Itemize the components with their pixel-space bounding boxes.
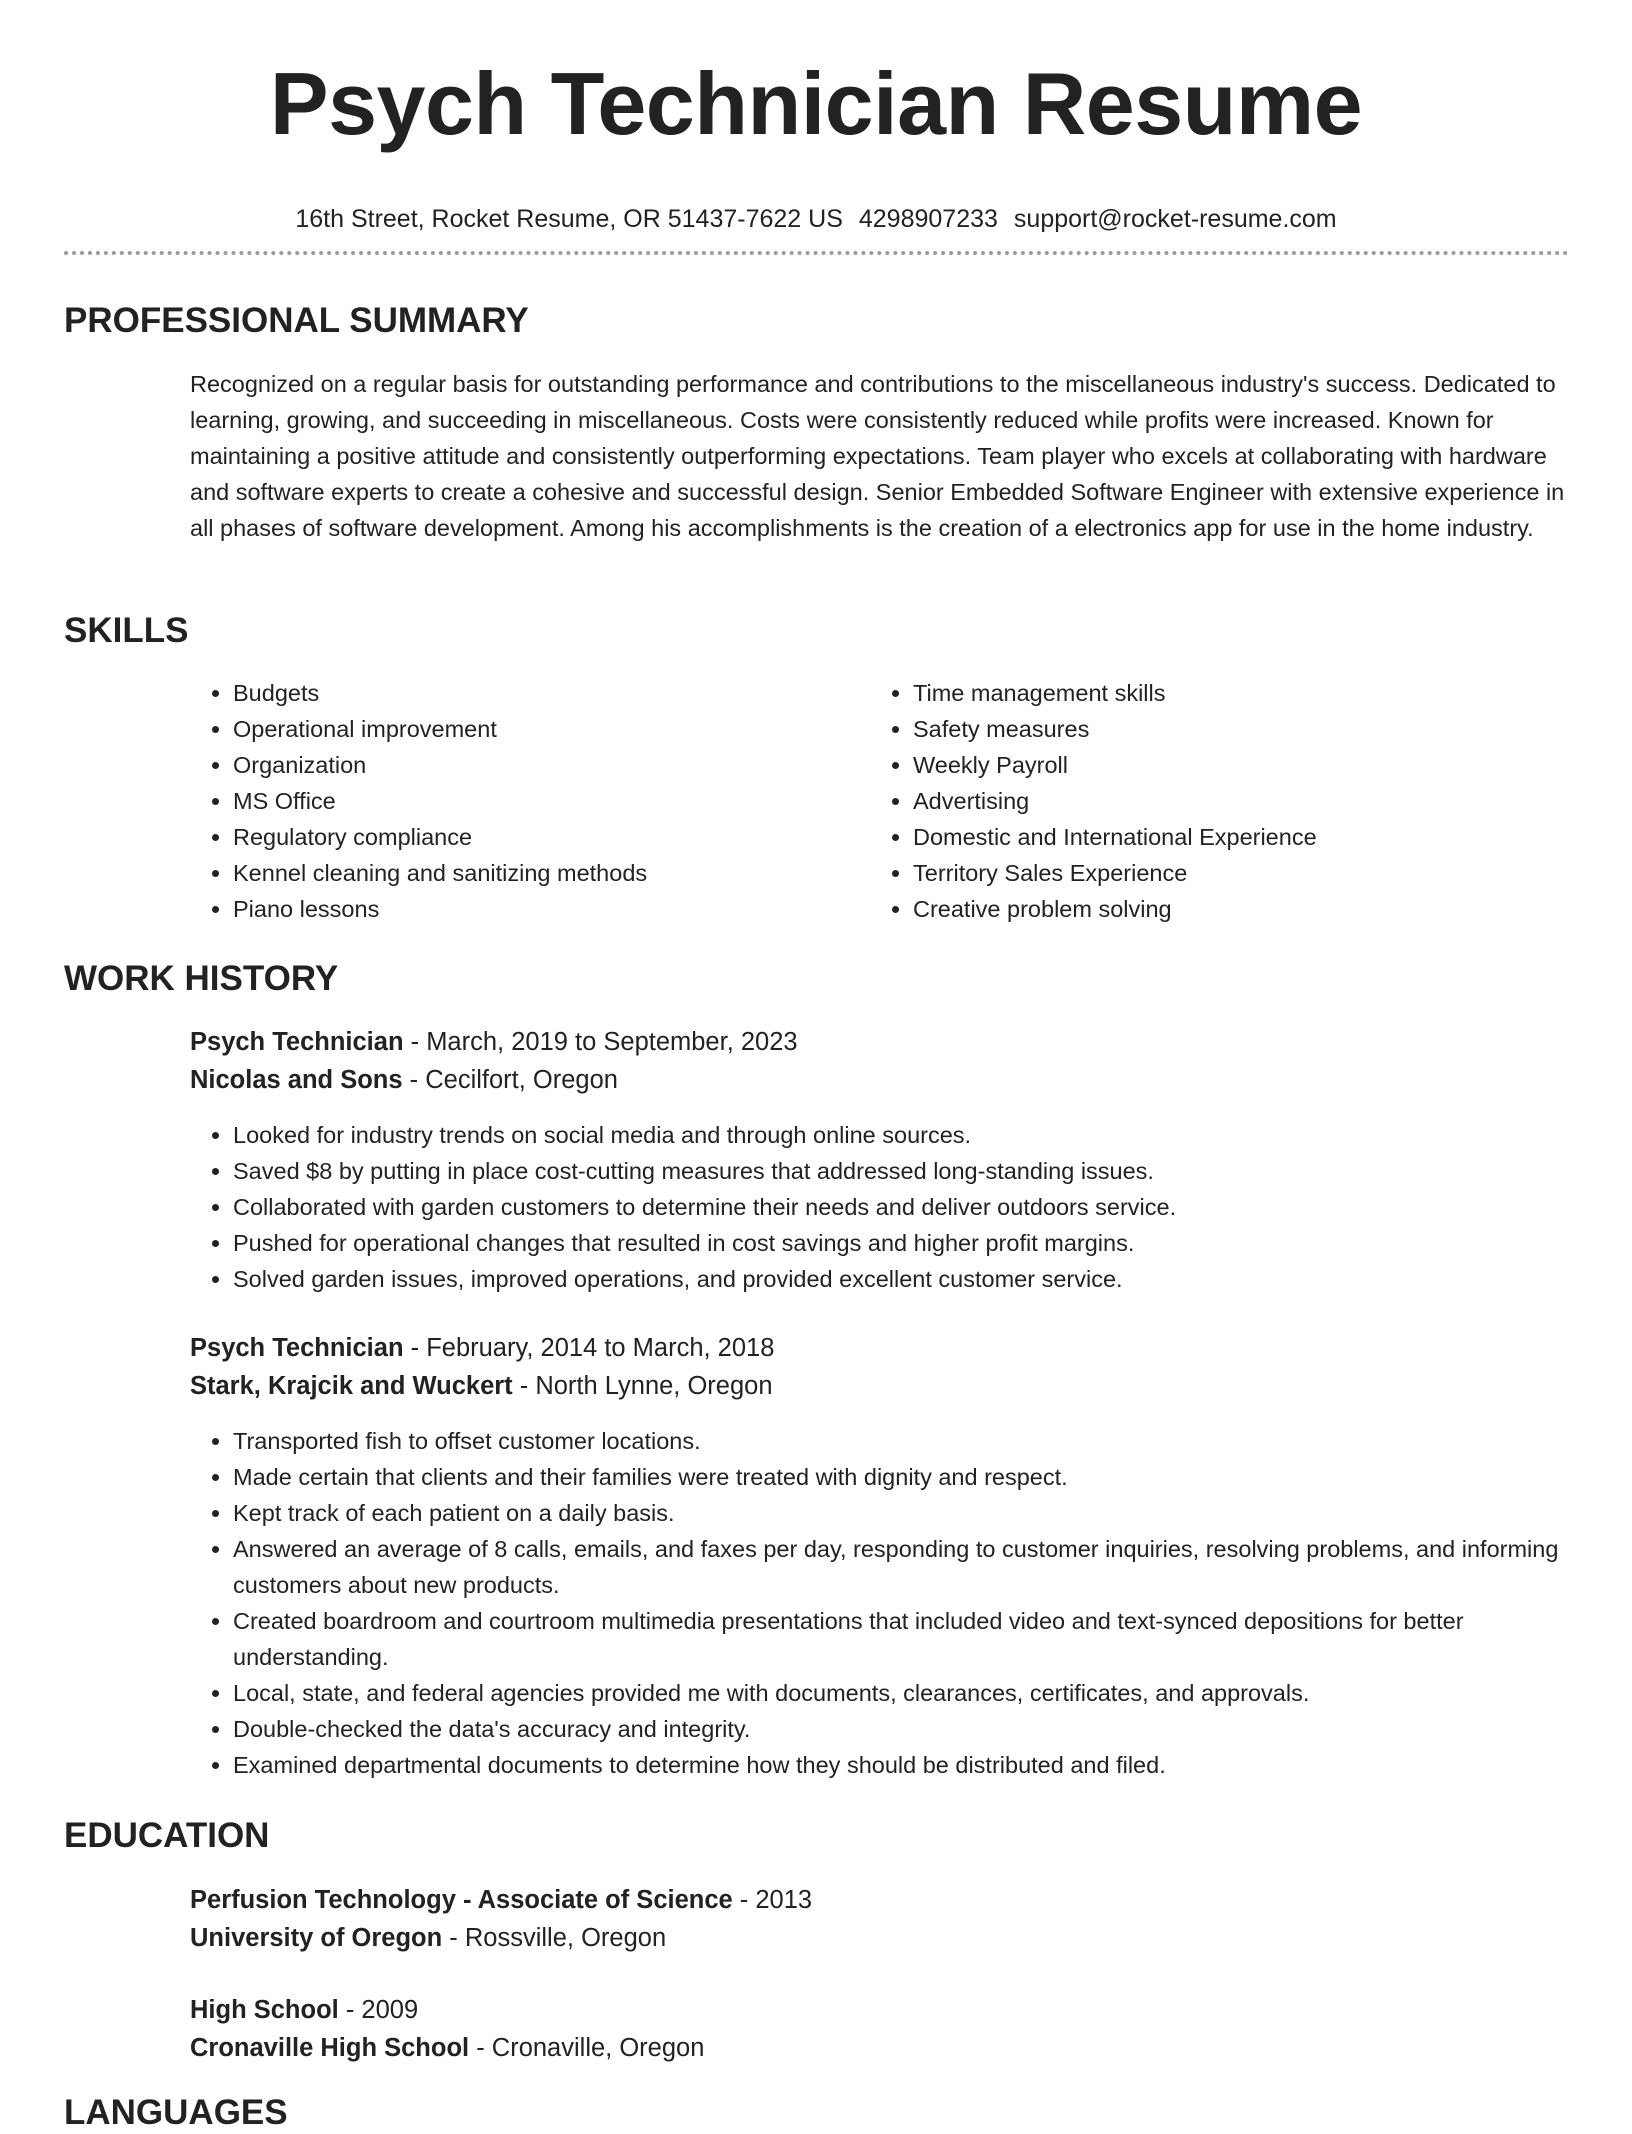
header-divider (64, 251, 1569, 255)
skills-list-right (870, 675, 1550, 927)
education-entry (190, 1881, 1570, 1957)
summary-heading: PROFESSIONAL SUMMARY (64, 301, 529, 340)
skills-column-left (190, 675, 850, 927)
skill-item: • Time management skills (913, 675, 1550, 711)
skill-item: • Piano lessons (233, 891, 850, 927)
job-bullet: • Transported fish to offset customer locations. (233, 1423, 1570, 1459)
skill-item: • Kennel cleaning and sanitizing methods (233, 855, 850, 891)
contact-phone: 4298907233 (858, 205, 998, 233)
job-title-line (190, 1329, 1570, 1367)
education-year: - 2009 (338, 1996, 419, 2024)
job-bullet: • Saved $8 by putting in place cost-cutting measures that addressed long-standing issues. (233, 1153, 1570, 1189)
job-bullet: • Made certain that clients and their families were treated with dignity and respect. (233, 1459, 1570, 1495)
job-company: Stark, Krajcik and Wuckert (190, 1372, 513, 1400)
job-bullet: • Pushed for operational changes that resulted in cost savings and higher profit margins. (233, 1225, 1570, 1261)
resume-title: Psych Technician Resume (269, 54, 1363, 153)
education-year: - 2013 (732, 1886, 813, 1914)
job-bullet: • Local, state, and federal agencies provided me with documents, clearances, certificates, and approvals. (233, 1675, 1570, 1711)
job-bullet: • Collaborated with garden customers to determine their needs and deliver outdoors service. (233, 1189, 1570, 1225)
education-entry (190, 1991, 1570, 2067)
skill-item: • Operational improvement (233, 711, 850, 747)
education-location: - Rossville, Oregon (442, 1924, 667, 1952)
education-location: - Cronaville, Oregon (469, 2034, 705, 2062)
job-bullets (190, 1423, 1570, 1783)
job-bullet: • Kept track of each patient on a daily basis. (233, 1495, 1570, 1531)
job-title: Psych Technician (190, 1028, 404, 1056)
job-location: - North Lynne, Oregon (512, 1372, 773, 1400)
job-location: - Cecilfort, Oregon (402, 1066, 618, 1094)
job-company: Nicolas and Sons (190, 1066, 403, 1094)
job-dates: - March, 2019 to September, 2023 (403, 1028, 798, 1056)
summary-section (190, 366, 1565, 546)
job-title-line (190, 1023, 1570, 1061)
job-company-line (190, 1367, 1570, 1405)
summary-text: Recognized on a regular basis for outstanding performance and contributions to the miscellaneous industry's success. Dedicated to learning, growing, and succeeding in miscellaneous. Costs were consistently reduced while profits were increased. Known for maintaining a positive attitude and consistently outperforming expectations. Team player who excels at collaborating with hardware and software experts to create a cohesive and successful design. Senior Embedded Software Engineer with extensive experience in all phases of software development. Among his accomplishments is the creation of a electronics app for use in the home industry. (190, 371, 1565, 541)
skills-column-right (870, 675, 1550, 927)
contact-email: support@rocket-resume.com (1013, 205, 1337, 233)
education-school: University of Oregon (190, 1924, 443, 1952)
skill-item: • Regulatory compliance (233, 819, 850, 855)
job-entry (190, 1329, 1570, 1405)
skill-item: • Weekly Payroll (913, 747, 1550, 783)
education-school-line (190, 2029, 1570, 2067)
skill-item: • Territory Sales Experience (913, 855, 1550, 891)
resume-header (0, 52, 1632, 156)
job-bullet: • Double-checked the data's accuracy and integrity. (233, 1711, 1570, 1747)
job-bullet: • Looked for industry trends on social media and through online sources. (233, 1117, 1570, 1153)
skill-item: • Organization (233, 747, 850, 783)
education-degree-line (190, 1881, 1570, 1919)
skills-heading: SKILLS (64, 611, 189, 650)
education-degree: Perfusion Technology - Associate of Science (190, 1886, 733, 1914)
skill-item: • Safety measures (913, 711, 1550, 747)
skill-item: • MS Office (233, 783, 850, 819)
contact-address: 16th Street, Rocket Resume, OR 51437-7622 US (295, 205, 843, 233)
education-degree: High School (190, 1996, 339, 2024)
job-bullet-list (190, 1117, 1570, 1297)
education-school-line (190, 1919, 1570, 1957)
languages-heading: LANGUAGES (64, 2093, 288, 2132)
education-school: Cronaville High School (190, 2034, 470, 2062)
job-bullet: • Solved garden issues, improved operations, and provided excellent customer service. (233, 1261, 1570, 1297)
job-dates: - February, 2014 to March, 2018 (403, 1334, 775, 1362)
skill-item: • Budgets (233, 675, 850, 711)
job-bullet: • Examined departmental documents to determine how they should be distributed and filed. (233, 1747, 1570, 1783)
job-bullet-list (190, 1423, 1570, 1783)
skill-item: • Creative problem solving (913, 891, 1550, 927)
skills-list-left (190, 675, 850, 927)
job-title: Psych Technician (190, 1334, 404, 1362)
skill-item: • Domestic and International Experience (913, 819, 1550, 855)
job-bullet: • Created boardroom and courtroom multimedia presentations that included video and text-synced depositions for better understanding. (233, 1603, 1570, 1675)
education-degree-line (190, 1991, 1570, 2029)
education-heading: EDUCATION (64, 1816, 270, 1855)
job-company-line (190, 1061, 1570, 1099)
contact-line (0, 202, 1632, 236)
skill-item: • Advertising (913, 783, 1550, 819)
job-entry (190, 1023, 1570, 1099)
work-history-heading: WORK HISTORY (64, 959, 339, 998)
job-bullet: • Answered an average of 8 calls, emails, and faxes per day, responding to customer inquiries, resolving problems, and informing customers about new products. (233, 1531, 1570, 1603)
job-bullets (190, 1117, 1570, 1297)
